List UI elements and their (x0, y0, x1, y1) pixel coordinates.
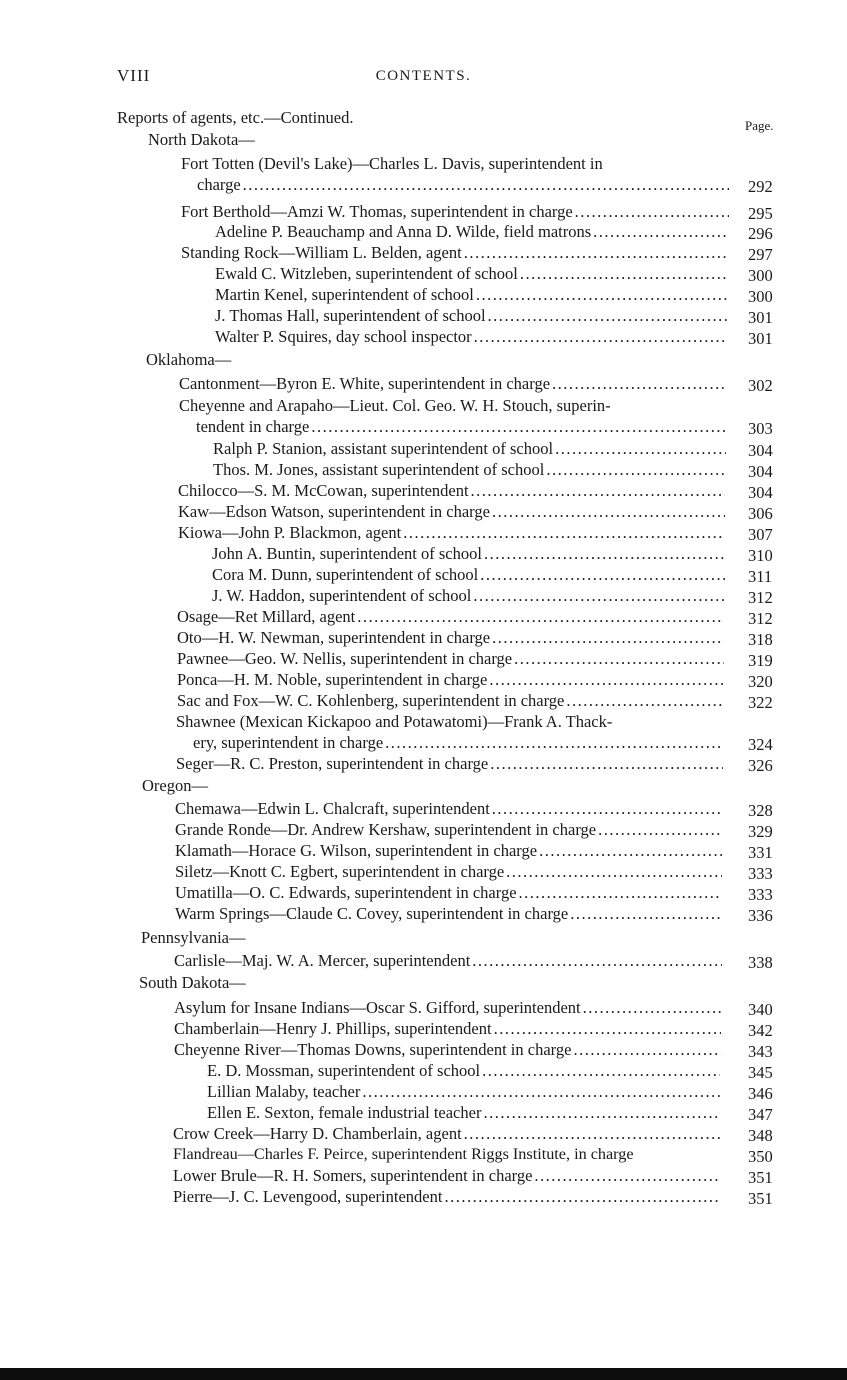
leader-dots (583, 997, 721, 1018)
toc-entry-label: Ewald C. Witzleben, superintendent of school (215, 264, 518, 283)
state-heading-oregon: Oregon— (142, 776, 208, 795)
page-number: 333 (748, 864, 773, 883)
toc-entry-label: Chemawa—Edwin L. Chalcraft, superintendent (175, 799, 490, 818)
page-number: 318 (748, 630, 773, 649)
toc-entry-buntin (212, 543, 727, 564)
toc-entry-cheyenne-arapaho (196, 416, 728, 437)
page-number: 343 (748, 1042, 773, 1061)
toc-entry-label: J. Thomas Hall, superintendent of school (215, 306, 486, 325)
leader-dots (552, 373, 727, 394)
page-number: 351 (748, 1168, 773, 1187)
toc-entry-label: Ellen E. Sexton, female industrial teacher (207, 1103, 482, 1122)
state-heading-south-dakota: South Dakota— (139, 973, 246, 992)
toc-entry-kaw (178, 501, 727, 522)
leader-dots (492, 627, 724, 648)
toc-entry-klamath (175, 840, 724, 861)
toc-entry-fort-totten (197, 174, 731, 195)
leader-dots (490, 753, 723, 774)
leader-dots (566, 690, 724, 711)
leader-dots (573, 1039, 721, 1060)
toc-entry-witzleben (215, 263, 729, 284)
leader-dots (403, 522, 725, 543)
toc-entry-haddon (212, 585, 727, 606)
toc-entry-label: Klamath—Horace G. Wilson, superintendent in charge (175, 841, 538, 860)
page-bottom-edge (0, 1368, 847, 1380)
state-heading-north-dakota: North Dakota— (148, 130, 255, 149)
toc-entry-dunn (212, 564, 727, 585)
toc-entry-label: Crow Creek—Harry D. Chamberlain, agent (173, 1124, 462, 1143)
toc-entry-stanion (213, 438, 728, 459)
toc-entry-label: Kiowa—John P. Blackmon, agent (178, 523, 402, 542)
toc-entry-cheyenne-river (174, 1039, 723, 1060)
leader-dots (489, 669, 724, 690)
toc-entry-label: Ponca—H. M. Noble, superintendent in charge (177, 670, 488, 689)
leader-dots (480, 564, 725, 585)
toc-entry-label: Cora M. Dunn, superintendent of school (212, 565, 479, 584)
toc-entry-label: Kaw—Edson Watson, superintendent in charge (178, 502, 490, 521)
toc-entry-label: Chamberlain—Henry J. Phillips, superintendent (174, 1019, 492, 1038)
leader-dots (570, 903, 722, 924)
leader-dots (472, 950, 722, 971)
leader-dots (539, 840, 722, 861)
toc-entry-label: Umatilla—O. C. Edwards, superintendent in charge (175, 883, 517, 902)
toc-entry-asylum (174, 997, 723, 1018)
toc-entry-standing-rock (181, 242, 731, 263)
leader-dots (482, 1060, 720, 1081)
toc-entry-crow-creek (173, 1123, 722, 1144)
page-number: 306 (748, 504, 773, 523)
toc-entry-sac-fox (177, 690, 726, 711)
leader-dots (464, 242, 729, 263)
leader-dots (471, 480, 725, 501)
toc-entry-label: Siletz—Knott C. Egbert, superintendent in charge (175, 862, 505, 881)
toc-entry-label: J. W. Haddon, superintendent of school (212, 586, 472, 605)
leader-dots (519, 882, 722, 903)
leader-dots (555, 438, 726, 459)
section-title: Reports of agents, etc.—Continued. (117, 108, 354, 127)
page-number: 342 (748, 1021, 773, 1040)
toc-entry-jones (213, 459, 728, 480)
state-heading-pennsylvania: Pennsylvania— (141, 928, 246, 947)
page-number: 338 (748, 953, 773, 972)
leader-dots (492, 501, 725, 522)
toc-entry-seger (176, 753, 725, 774)
toc-entry-sexton (207, 1102, 722, 1123)
toc-entry-label: Cheyenne River—Thomas Downs, superintendent in charge (174, 1040, 572, 1059)
leader-dots (473, 585, 725, 606)
page-number: 296 (748, 224, 773, 243)
page-number: 347 (748, 1105, 773, 1124)
page-number: 304 (748, 441, 773, 460)
toc-entry-warm-springs (175, 903, 724, 924)
page-number: 324 (748, 735, 773, 754)
toc-entry-label: John A. Buntin, superintendent of school (212, 544, 482, 563)
toc-entry-carlisle (174, 950, 724, 971)
leader-dots (385, 732, 723, 753)
leader-dots (494, 1018, 721, 1039)
toc-entry-label: Osage—Ret Millard, agent (177, 607, 356, 626)
toc-entry-fort-totten-line1: Fort Totten (Devil's Lake)—Charles L. Davis, superintendent in (181, 154, 603, 173)
page-number: 312 (748, 609, 773, 628)
leader-dots (598, 819, 722, 840)
toc-entry-label: Walter P. Squires, day school inspector (215, 327, 472, 346)
toc-entry-lower-brule (173, 1165, 722, 1186)
toc-entry-label: E. D. Mossman, superintendent of school (207, 1061, 481, 1080)
leader-dots (243, 174, 729, 195)
toc-entry-shawnee (193, 732, 725, 753)
leader-dots (483, 1102, 720, 1123)
toc-entry-cheyenne-arapaho-line1: Cheyenne and Arapaho—Lieut. Col. Geo. W. H. Stouch, superin- (179, 396, 611, 415)
page-number: 312 (748, 588, 773, 607)
toc-entry-label: ery, superintendent in charge (193, 733, 384, 752)
page-number: 351 (748, 1189, 773, 1208)
page-number: 322 (748, 693, 773, 712)
page-number: 303 (748, 419, 773, 438)
leader-dots (464, 1123, 720, 1144)
page-number: 311 (748, 567, 773, 586)
toc-entry-label: Lower Brule—R. H. Somers, superintendent in charge (173, 1166, 533, 1185)
page-number: 336 (748, 906, 773, 925)
leader-dots (444, 1186, 720, 1207)
state-heading-oklahoma: Oklahoma— (146, 350, 232, 369)
page-number: 301 (748, 308, 773, 327)
page-number: 346 (748, 1084, 773, 1103)
toc-entry-label: Seger—R. C. Preston, superintendent in charge (176, 754, 489, 773)
leader-dots (514, 648, 724, 669)
page-number: 297 (748, 245, 773, 264)
page-roman-numeral: VIII (117, 66, 151, 85)
toc-entry-label: Chilocco—S. M. McCowan, superintendent (178, 481, 469, 500)
leader-dots (506, 861, 722, 882)
toc-entry-pierre (173, 1186, 722, 1207)
toc-entry-chamberlain (174, 1018, 723, 1039)
toc-entry-label: Pawnee—Geo. W. Nellis, superintendent in charge (177, 649, 513, 668)
leader-dots (534, 1165, 720, 1186)
leader-dots (593, 221, 729, 242)
toc-entry-label: charge (197, 175, 241, 194)
toc-entry-label: Oto—H. W. Newman, superintendent in charge (177, 628, 491, 647)
toc-entry-flandreau (173, 1144, 725, 1165)
page-number: 348 (748, 1126, 773, 1145)
page-number: 320 (748, 672, 773, 691)
toc-entry-ponca (177, 669, 726, 690)
toc-entry-label: Flandreau—Charles F. Peirce, superintendent Riggs Institute, in charge (173, 1145, 634, 1163)
page-number: 329 (748, 822, 773, 841)
page-number: 331 (748, 843, 773, 862)
toc-entry-label: Grande Ronde—Dr. Andrew Kershaw, superintendent in charge (175, 820, 597, 839)
toc-entry-label: tendent in charge (196, 417, 310, 436)
toc-entry-label: Pierre—J. C. Levengood, superintendent (173, 1187, 443, 1206)
toc-entry-label: Sac and Fox—W. C. Kohlenberg, superintendent in charge (177, 691, 565, 710)
toc-entry-label: Fort Berthold—Amzi W. Thomas, superintendent in charge (181, 202, 573, 221)
toc-entry-cantonment (179, 373, 729, 394)
leader-dots (476, 284, 727, 305)
toc-entry-umatilla (175, 882, 724, 903)
leader-dots (488, 305, 727, 326)
leader-dots (484, 543, 725, 564)
toc-entry-label: Carlisle—Maj. W. A. Mercer, superintendent (174, 951, 471, 970)
toc-entry-label: Warm Springs—Claude C. Covey, superintendent in charge (175, 904, 569, 923)
page-number: 295 (748, 204, 773, 223)
toc-entry-squires (215, 326, 729, 347)
page-number: 350 (748, 1147, 773, 1166)
toc-entry-label: Standing Rock—William L. Belden, agent (181, 243, 462, 262)
leader-dots (357, 606, 724, 627)
page-number: 301 (748, 329, 773, 348)
page-number: 319 (748, 651, 773, 670)
toc-entry-label: Martin Kenel, superintendent of school (215, 285, 474, 304)
page-number: 304 (748, 483, 773, 502)
page-column-label: Page. (745, 118, 774, 133)
page-number: 328 (748, 801, 773, 820)
leader-dots (311, 416, 726, 437)
toc-entry-label: Lillian Malaby, teacher (207, 1082, 361, 1101)
page-number: 302 (748, 376, 773, 395)
page-title: CONTENTS. (375, 68, 472, 84)
toc-entry-chemawa (175, 798, 724, 819)
leader-dots (520, 263, 727, 284)
toc-entry-fort-berthold (181, 201, 731, 222)
toc-entry-mossman (207, 1060, 722, 1081)
toc-entry-label: Adeline P. Beauchamp and Anna D. Wilde, field matrons (215, 222, 592, 241)
toc-entry-label: Cantonment—Byron E. White, superintendent in charge (179, 374, 551, 393)
toc-entry-chilocco (178, 480, 727, 501)
toc-entry-pawnee (177, 648, 726, 669)
toc-entry-beauchamp (215, 221, 731, 242)
page-number: 300 (748, 287, 773, 306)
page-number: 300 (748, 266, 773, 285)
leader-dots (492, 798, 722, 819)
page-number: 292 (748, 177, 773, 196)
leader-dots (362, 1081, 720, 1102)
toc-entry-siletz (175, 861, 724, 882)
toc-entry-kiowa (178, 522, 727, 543)
page-number: 304 (748, 462, 773, 481)
toc-entry-label: Asylum for Insane Indians—Oscar S. Gifford, superintendent (174, 998, 581, 1017)
toc-entry-shawnee-line1: Shawnee (Mexican Kickapoo and Potawatomi)—Frank A. Thack- (176, 712, 613, 731)
toc-entry-grande-ronde (175, 819, 724, 840)
page-number: 307 (748, 525, 773, 544)
toc-entry-hall (215, 305, 729, 326)
page-number: 333 (748, 885, 773, 904)
toc-entry-label: Ralph P. Stanion, assistant superintendent of school (213, 439, 554, 458)
page-number: 310 (748, 546, 773, 565)
toc-entry-osage (177, 606, 726, 627)
page-number: 345 (748, 1063, 773, 1082)
toc-entry-kenel (215, 284, 729, 305)
toc-entry-oto (177, 627, 726, 648)
leader-dots (474, 326, 727, 347)
leader-dots (575, 201, 729, 222)
toc-entry-label: Thos. M. Jones, assistant superintendent of school (213, 460, 545, 479)
page-number: 326 (748, 756, 773, 775)
leader-dots (546, 459, 726, 480)
toc-entry-malaby (207, 1081, 722, 1102)
page-number: 340 (748, 1000, 773, 1019)
